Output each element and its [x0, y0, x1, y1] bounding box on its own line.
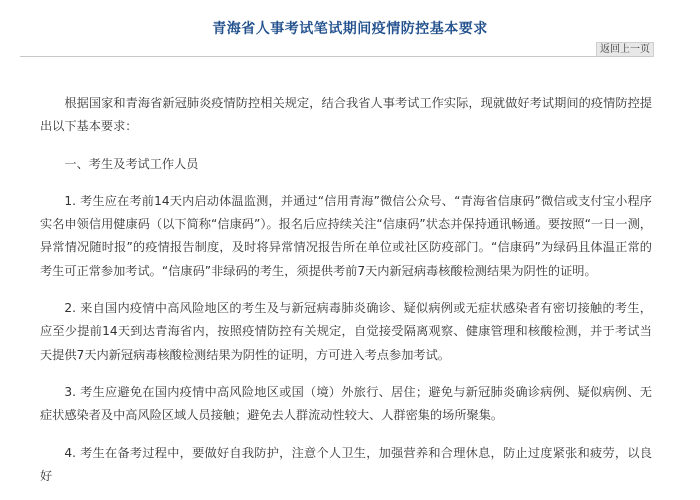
intro-paragraph: 根据国家和青海省新冠肺炎疫情防控相关规定，结合我省人事考试工作实际，现就做好考试期间的疫情防控提出以下基本要求：: [40, 96, 652, 134]
section-heading: 一、考生及考试工作人员: [64, 156, 199, 171]
header-divider: [20, 56, 650, 57]
requirement-item-4: 4. 考生在备考过程中，要做好自我防护，注意个人卫生，加强营养和合理休息，防止过度紧张和疲劳，以良好: [40, 445, 652, 483]
article-body: [40, 92, 652, 488]
requirement-item-2: 2. 来自国内疫情中高风险地区的考生及与新冠病毒肺炎确诊、疑似病例或无症状感染者有密切接触的考生，应至少提前14天到达青海省内，按照疫情防控有关规定，自觉接受隔离观察、健康管理和核酸检测，并于考试当天提供7天内新冠病毒核酸检测结果为阴性的证明，方可进入考点参加考试。: [40, 301, 652, 362]
back-button[interactable]: 返回上一页: [596, 42, 654, 57]
requirement-item-1: 1. 考生应在考前14天内启动体温监测，并通过“信用青海”微信公众号、“青海省信康码”微信或支付宝小程序实名申领信用健康码（以下简称“信康码”）。报名后应持续关注“信康码”状态并保持通讯畅通。要按照“一日一测，异常情况随时报”的疫情报告制度，及时将异常情况报告所在单位或社区防疫部门。“信康码”为绿码且体温正常的考生可正常参加考试。“信康码”非绿码的考生，须提供考前7天内新冠病毒核酸检测结果为阴性的证明。: [40, 193, 652, 278]
requirement-item-3: 3. 考生应避免在国内疫情中高风险地区或国（境）外旅行、居住；避免与新冠肺炎确诊病例、疑似病例、无症状感染者及中高风险区域人员接触；避免去人群流动性较大、人群密集的场所聚集。: [40, 384, 652, 423]
page-title: 青海省人事考试笔试期间疫情防控基本要求: [212, 21, 488, 37]
